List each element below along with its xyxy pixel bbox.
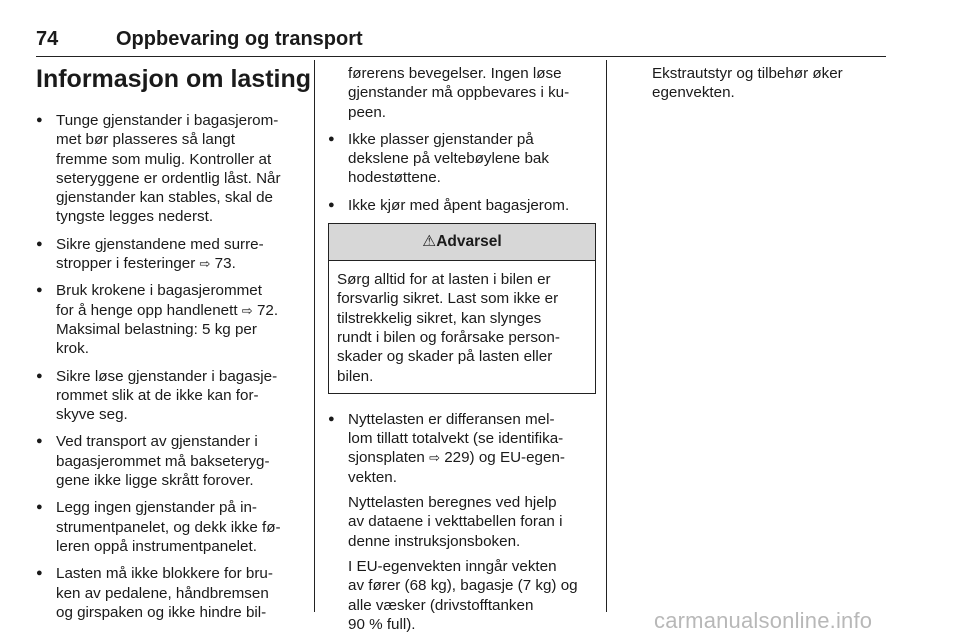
text-line: tilstrekkelig sikret, kan slynges: [337, 309, 542, 327]
text-line: av dataene i vekttabellen foran i: [348, 513, 563, 531]
payload-calc-paragraph: [348, 493, 596, 551]
eu-weight-paragraph: [348, 557, 596, 634]
text-line: fremme som mulig. Kontroller at: [56, 150, 272, 168]
text-line: tyngste legges nederst.: [56, 208, 214, 226]
text-line: bilen.: [337, 367, 374, 385]
watermark: carmanualsonline.info: [654, 608, 873, 633]
column-divider-left: [314, 60, 315, 612]
text-line: Maksimal belastning: 5 kg per: [56, 320, 257, 338]
page-ref-arrow-icon: ⇨: [429, 450, 440, 466]
warning-title: Advarsel: [436, 233, 502, 251]
bullet-hooks: [36, 281, 304, 358]
rollbar-bullet-list: [328, 130, 596, 215]
text-line: rundt i bilen og forårsake person-: [337, 328, 560, 346]
text-line: gene ikke ligge skrått forover.: [56, 472, 254, 490]
text-line: alle væsker (drivstofftanken: [348, 596, 534, 614]
text-line: ● Sikre gjenstandene med surre-: [56, 235, 264, 253]
page-header: [36, 0, 886, 57]
section-title: Informasjon om lasting: [36, 65, 312, 93]
text-line: hodestøttene.: [348, 169, 441, 187]
text-line: sjonsplaten: [348, 449, 425, 467]
text-line: I EU-egenvekten inngår vekten: [348, 557, 557, 575]
column-divider-right: [606, 60, 607, 612]
bullet-loose-items: [36, 367, 304, 425]
bullet-rear-seatbacks: [36, 432, 304, 490]
page-ref-arrow-icon: ⇨: [241, 302, 253, 318]
chapter-title: Oppbevaring og transport: [116, 28, 363, 50]
text-line: skyve seg.: [56, 406, 128, 424]
text-line: ● Sikre løse gjenstander i bagasje-: [56, 367, 278, 385]
text-line: ● Ikke kjør med åpent bagasjerom.: [348, 196, 570, 214]
text-line: dekslene på veltebøylene bak: [348, 150, 549, 168]
bullet-instrument-panel: [36, 498, 304, 556]
text-line: rommet slik at de ikke kan for-: [56, 386, 259, 404]
text-line: ken av pedalene, håndbremsen: [56, 584, 269, 602]
text-line: gjenstander må oppbevares i ku-: [348, 84, 570, 102]
warning-box: [328, 223, 596, 394]
column-3: [652, 64, 888, 103]
text-line: strumentpanelet, og dekk ikke fø-: [56, 518, 281, 536]
text-line: av fører (68 kg), bagasje (7 kg) og: [348, 577, 578, 595]
text-line: førerens bevegelser. Ingen løse: [348, 65, 562, 82]
text-line: vekten.: [348, 468, 397, 486]
text-line: ● Ikke plasser gjenstander på: [348, 130, 534, 148]
warning-triangle-icon: ⚠: [422, 233, 437, 251]
page-number: 74: [36, 28, 59, 50]
warning-body: [329, 261, 595, 393]
text-line: leren oppå instrumentpanelet.: [56, 537, 257, 555]
page-ref-arrow-icon: ⇨: [199, 256, 211, 272]
text-line: 90 % full).: [348, 615, 416, 633]
text-line: seteryggene er ordentlig låst. Når: [56, 169, 281, 187]
column-2: [328, 64, 596, 642]
bullet-heavy-items: [36, 111, 304, 227]
text-line: ● Tunge gjenstander i bagasjerom-: [56, 112, 279, 129]
text-line: peen.: [348, 103, 387, 121]
text-line: ● Bruk krokene i bagasjerommet: [56, 282, 262, 300]
text-line: skader og skader på lasten eller: [337, 348, 553, 366]
bullet-rollbar-covers: [328, 130, 596, 188]
bullet-pedals-clearance: [36, 564, 304, 622]
text-line: met bør plasseres så langt: [56, 131, 235, 149]
text-line: gjenstander kan stables, skal de: [56, 189, 273, 207]
text-line: denne instruksjonsboken.: [348, 532, 521, 550]
text-line: bagasjerommet må bakseteryg-: [56, 452, 270, 470]
bullet-payload: [328, 410, 596, 634]
text-line: Sørg alltid for at lasten i bilen er: [337, 271, 551, 289]
column-1: [36, 60, 312, 630]
text-line: ● Legg ingen gjenstander på in-: [56, 499, 257, 517]
bullet-tie-down-straps: [36, 235, 304, 274]
bullet-open-trunk: [328, 196, 596, 215]
text-line: krok.: [56, 340, 89, 358]
page-ref-link[interactable]: 229) og EU-egen-: [444, 449, 565, 467]
text-line: egenvekten.: [652, 84, 735, 102]
text-line: ● Ved transport av gjenstander i: [56, 433, 258, 451]
text-line: ● Nyttelasten er differansen mel-: [348, 410, 555, 428]
text-line: forsvarlig sikret. Last som ikke er: [337, 290, 559, 308]
text-line: Ekstrautstyr og tilbehør øker: [652, 65, 843, 82]
warning-header: [329, 224, 595, 261]
payload-bullet-list: [328, 410, 596, 634]
text-line: lom tillatt totalvekt (se identifika-: [348, 430, 564, 448]
text-line: for å henge opp handlenett: [56, 301, 238, 319]
page-ref-link[interactable]: 72.: [256, 301, 279, 319]
bullet-continuation: [328, 64, 596, 122]
text-line: ● Lasten må ikke blokkere for bru-: [56, 565, 273, 583]
page-ref-link[interactable]: 73.: [214, 255, 236, 273]
text-line: stropper i festeringer: [56, 255, 196, 273]
loading-bullet-list: [36, 111, 304, 622]
text-line: og girspaken og ikke hindre bil-: [56, 603, 267, 621]
text-line: Nyttelasten beregnes ved hjelp: [348, 494, 557, 512]
